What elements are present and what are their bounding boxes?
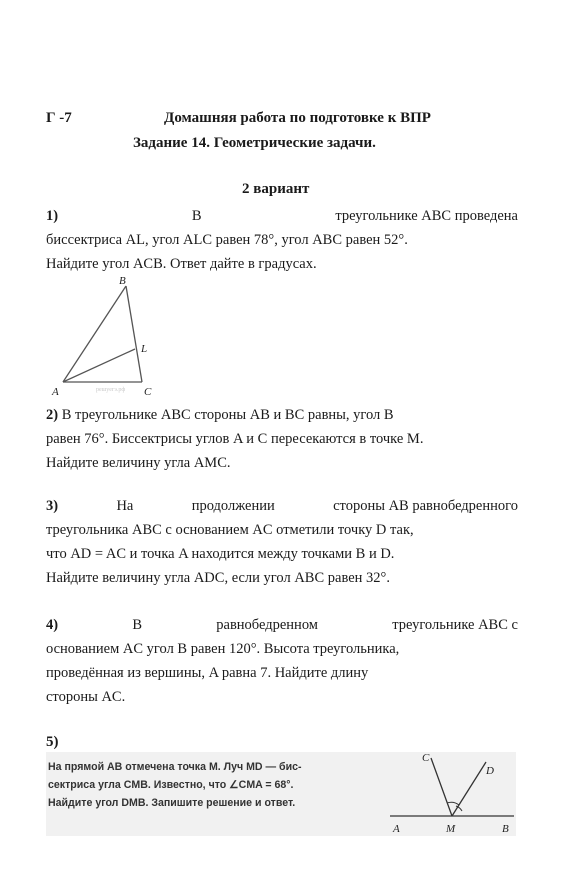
text-segment: В xyxy=(191,208,202,224)
text-segment: Найдите угол ACB. Ответ дайте в градусах. xyxy=(46,256,317,272)
doc-title: Домашняя работа по подготовке к ВПР xyxy=(164,110,431,126)
text-segment: основанием AC угол B равен 120°. Высота треугольника, xyxy=(46,641,400,657)
text-segment: В xyxy=(132,617,143,633)
problem-3-line xyxy=(46,542,518,566)
text-segment: 2) В треугольнике ABC стороны AB и BC равны, угол B xyxy=(46,407,394,423)
text-segment: проведённая из вершины, A равна 7. Найдите длину xyxy=(46,665,369,681)
label-a: A xyxy=(393,823,400,835)
variant-label: 2 вариант xyxy=(242,181,310,197)
problem-1-line xyxy=(46,228,518,252)
problem-4-line xyxy=(46,661,518,685)
label-l: L xyxy=(141,343,148,355)
problem-1-line xyxy=(46,204,518,228)
watermark: решуегэ.рф xyxy=(96,387,126,393)
label-a: A xyxy=(52,386,59,398)
problem-3-line xyxy=(46,518,518,542)
text-segment: 3) xyxy=(46,498,59,514)
problem-5-line: сектриса угла CMB. Известно, что ∠CMA = 68°. xyxy=(48,779,294,791)
problem-5-line: Найдите угол DMB. Запишите решение и ответ. xyxy=(48,797,296,809)
text-segment: продолжении xyxy=(191,498,275,514)
text-segment: равнобедренном xyxy=(216,617,318,633)
text-segment: треугольнике ABC проведена xyxy=(335,208,518,224)
text-segment: равен 76°. Биссектрисы углов A и C пересекаются в точке M. xyxy=(46,431,424,447)
text-segment: треугольника ABC с основанием AC отметили точку D так, xyxy=(46,522,414,538)
label-m: M xyxy=(446,823,456,835)
label-b: B xyxy=(119,275,126,287)
problem-4-line xyxy=(46,613,518,637)
text-segment: биссектриса AL, угол ALC равен 78°, угол ABC равен 52°. xyxy=(46,232,408,248)
text-segment: Найдите величину угла ADC, если угол ABC равен 32°. xyxy=(46,570,390,586)
problem-2-line xyxy=(46,451,518,475)
problem-4-line xyxy=(46,637,518,661)
label-c: C xyxy=(144,386,152,398)
problem-2-line xyxy=(46,427,518,451)
text-segment: стороны AB равнобедренного xyxy=(333,498,518,514)
problem-3-line xyxy=(46,494,518,518)
problem-4-line xyxy=(46,685,518,709)
label-b: B xyxy=(502,823,509,835)
label-c: C xyxy=(422,752,430,764)
problem-5-number: 5) xyxy=(46,734,59,750)
text-segment: треугольнике ABC с xyxy=(392,617,518,633)
triangle-figure xyxy=(46,272,176,400)
text-segment: Найдите величину угла AMC. xyxy=(46,455,231,471)
text-segment: 4) xyxy=(46,617,59,633)
problem-number: 2) xyxy=(46,407,59,423)
doc-subtitle: Задание 14. Геометрические задачи. xyxy=(133,135,376,151)
text-segment: что AD = AC и точка A находится между точками B и D. xyxy=(46,546,395,562)
problem-3-line xyxy=(46,566,518,590)
text-segment: На xyxy=(116,498,134,514)
angle-figure xyxy=(386,748,518,840)
label-d: D xyxy=(486,765,494,777)
text-segment: стороны AC. xyxy=(46,689,126,705)
problem-2-line xyxy=(46,403,518,427)
problem-5-line: На прямой AB отмечена точка M. Луч MD — бис- xyxy=(48,761,302,773)
text-segment: 1) xyxy=(46,208,59,224)
doc-code: Г -7 xyxy=(46,110,72,126)
